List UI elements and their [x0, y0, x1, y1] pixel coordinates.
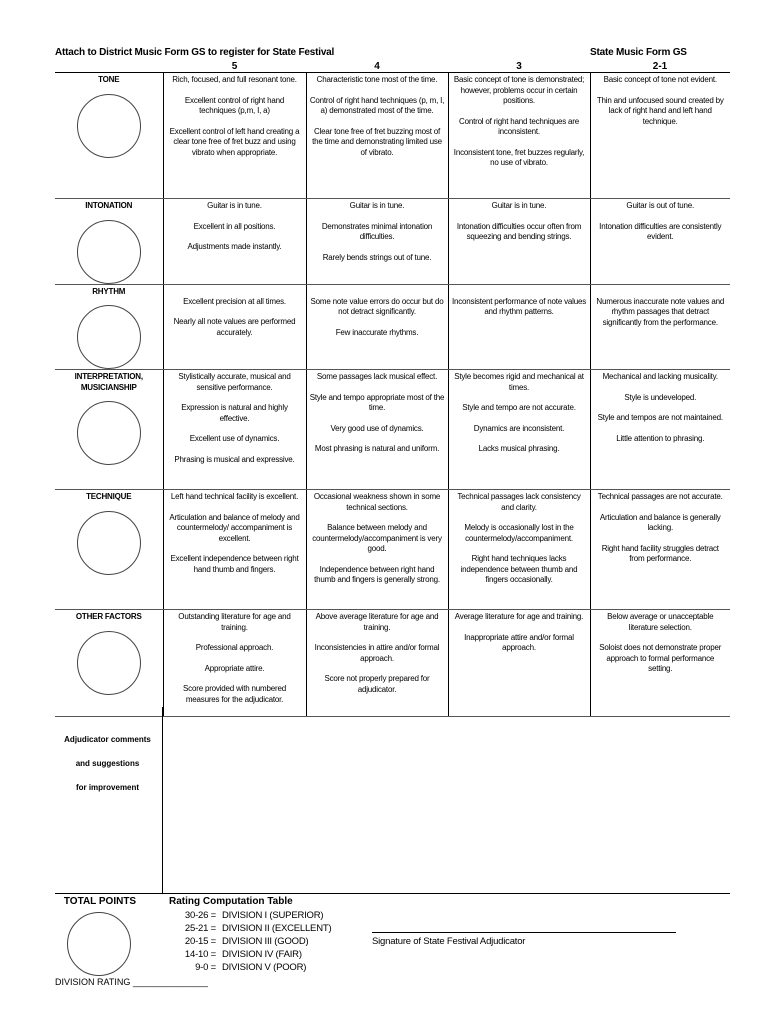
criterion: Inconsistent tone, fret buzzes regularly, no use of vibrato. [453, 147, 585, 167]
criterion: Score not properly prepared for adjudicator. [324, 674, 430, 694]
criterion: Intonation difficulties occur often from squeezing and bending strings. [456, 221, 582, 241]
criterion: Below average or unacceptable literature selection. [607, 612, 714, 632]
rating-division: DIVISION V (POOR) [222, 962, 307, 973]
score-circle[interactable] [77, 305, 141, 369]
criterion: Adjustments made instantly. [187, 242, 282, 251]
category-name: INTONATION [85, 201, 133, 210]
rating-score: 14-10 = [184, 949, 216, 960]
rating-score: 9-0 = [195, 962, 216, 973]
criterion: Rarely bends strings out of tune. [322, 252, 432, 262]
category-name: RHYTHM [92, 286, 126, 296]
criterion: Most phrasing is natural and uniform. [314, 444, 440, 453]
score-header-row [55, 60, 730, 73]
rating-division: DIVISION III (GOOD) [222, 936, 309, 947]
criterion: Excellent use of dynamics. [189, 434, 280, 443]
category-name: TECHNIQUE [86, 492, 132, 501]
criterion: Control of right hand techniques are inconsistent. [459, 116, 579, 136]
criterion: Appropriate attire. [204, 663, 265, 673]
criterion: Control of right hand techniques (p, m, I, a) demonstrated most of the time. [309, 95, 445, 115]
criteria-cell [163, 284, 306, 370]
score-circle[interactable] [77, 511, 141, 575]
rubric-row-tone [55, 73, 730, 199]
criterion: Guitar is out of tune. [626, 201, 695, 210]
criteria-cell [306, 370, 448, 490]
column-header-2-1: 2-1 [590, 60, 730, 73]
criterion: Thin and unfocused sound created by lack of right hand and left hand technique. [596, 95, 724, 126]
criteria-cell [306, 490, 448, 610]
criterion: Little attention to phrasing. [616, 433, 705, 443]
criteria-cell [590, 490, 730, 610]
criterion: Professional approach. [195, 643, 274, 652]
category-cell [55, 73, 163, 199]
rating-division: DIVISION II (EXCELLENT) [222, 923, 332, 934]
criterion: Rich, focused, and full resonant tone. [172, 75, 297, 84]
criterion: Outstanding literature for age and training. [178, 612, 291, 632]
rating-score: 25-21 = [184, 923, 216, 934]
score-circle[interactable] [77, 401, 141, 465]
criterion: Style and tempo appropriate most of the time. [309, 392, 445, 412]
criterion: Intonation difficulties are consistently evident. [599, 221, 722, 241]
criterion: Score provided with numbered measures for the adjudicator. [183, 684, 286, 704]
criterion: Left hand technical facility is excellent. [170, 492, 299, 501]
criteria-cell [306, 610, 448, 717]
criterion: Right hand facility struggles detract from performance. [601, 543, 719, 563]
column-header-5: 5 [163, 60, 306, 73]
category-name-line-2: MUSICIANSHIP [80, 382, 137, 392]
signature-line[interactable] [372, 932, 676, 933]
criteria-cell [590, 199, 730, 285]
criteria-cell [306, 73, 448, 199]
criterion: Numerous inaccurate note values and rhythm passages that detract significantly from the performance. [596, 296, 725, 327]
rubric-row-technique [55, 490, 730, 610]
category-cell [55, 370, 163, 490]
score-circle[interactable] [77, 631, 141, 695]
criterion: Style is undeveloped. [624, 392, 697, 402]
rubric-row-intonation [55, 199, 730, 285]
criterion: Melody is occasionally lost in the countermelody/accompaniment. [464, 523, 574, 543]
criterion: Basic concept of tone is demonstrated; however, problems occur in certain positions. [453, 75, 585, 105]
criterion: Style becomes rigid and mechanical at times. [454, 372, 584, 392]
criterion: Excellent precision at all times. [183, 296, 286, 306]
category-name: TONE [98, 75, 120, 84]
criterion: Inappropriate attire and/or formal approach. [464, 632, 574, 652]
criteria-cell [163, 490, 306, 610]
criterion: Guitar is in tune. [349, 201, 405, 210]
criterion: Excellent independence between right hand thumb and fingers. [170, 554, 299, 574]
criterion: Soloist does not demonstrate proper approach to formal performance setting. [599, 643, 722, 673]
criteria-cell [590, 370, 730, 490]
criteria-cell [448, 610, 590, 717]
rubric-table [55, 60, 730, 717]
criteria-cell [590, 610, 730, 717]
signature-label: Signature of State Festival Adjudicator [372, 936, 526, 947]
criterion: Demonstrates minimal intonation difficulties. [321, 221, 433, 241]
comments-label-line-1: Adjudicator comments [64, 735, 151, 744]
form-instruction: Attach to District Music Form GS to register for State Festival [55, 47, 335, 58]
total-points-label: TOTAL POINTS [63, 896, 137, 907]
criterion: Some passages lack musical effect. [316, 372, 438, 381]
criterion: Occasional weakness shown in some technical sections. [313, 492, 441, 512]
rubric-row-other-factors [55, 610, 730, 717]
criteria-cell [163, 199, 306, 285]
criterion: Mechanical and lacking musicality. [602, 372, 718, 381]
criteria-cell [163, 370, 306, 490]
comments-divider [162, 707, 163, 893]
rating-score: 30-26 = [184, 910, 216, 921]
criterion: Articulation and balance is generally lacking. [599, 512, 721, 532]
criterion: Excellent control of right hand techniques (p,m, I, a) [184, 95, 285, 115]
criterion: Dynamics are inconsistent. [473, 423, 565, 433]
criteria-cell [448, 199, 590, 285]
criterion: Excellent control of left hand creating a clear tone free of fret buzz and using vibrato when appropriate. [169, 126, 300, 157]
criterion: Above average literature for age and training. [315, 612, 439, 632]
criteria-cell [448, 73, 590, 199]
column-header-3: 3 [448, 60, 590, 73]
category-cell [55, 284, 163, 370]
total-points-circle[interactable] [67, 912, 131, 976]
criteria-cell [590, 284, 730, 370]
criterion: Technical passages lack consistency and clarity. [457, 492, 581, 512]
criterion: Stylistically accurate, musical and sensitive performance. [178, 372, 291, 392]
category-cell [55, 199, 163, 285]
rating-score: 20-15 = [184, 936, 216, 947]
criterion: Excellent in all positions. [193, 221, 276, 231]
criterion: Inconsistent performance of note values and rhythm patterns. [451, 296, 587, 316]
score-circle[interactable] [77, 220, 141, 284]
category-name: OTHER FACTORS [75, 612, 142, 621]
column-header-category [55, 60, 163, 73]
criteria-cell [448, 490, 590, 610]
division-rating-field[interactable]: DIVISION RATING _______________ [55, 977, 208, 987]
comments-label-line-2: and suggestions [75, 759, 140, 768]
rubric-row-rhythm [55, 284, 730, 370]
criteria-cell [163, 610, 306, 717]
column-header-4: 4 [306, 60, 448, 73]
category-cell [55, 490, 163, 610]
criterion: Very good use of dynamics. [330, 423, 424, 433]
criterion: Basic concept of tone not evident. [603, 75, 717, 84]
criteria-cell [306, 284, 448, 370]
rating-table-title: Rating Computation Table [169, 896, 293, 907]
comments-label-line-3: for improvement [75, 783, 140, 792]
category-cell [55, 610, 163, 717]
criteria-cell [448, 284, 590, 370]
criterion: Guitar is in tune. [207, 201, 262, 210]
criterion: Some note value errors do occur but do not detract significantly. [310, 296, 444, 316]
criterion: Few inaccurate rhythms. [335, 327, 419, 337]
rating-division: DIVISION IV (FAIR) [222, 949, 302, 960]
rubric-row-interpretation [55, 370, 730, 490]
criterion: Phrasing is musical and expressive. [174, 454, 295, 464]
criterion: Clear tone free of fret buzzing most of the time and demonstrating limited use of vibrato. [312, 126, 442, 157]
criterion: Right hand techniques lacks independence between thumb and fingers occasionally. [460, 554, 578, 584]
criteria-cell [163, 73, 306, 199]
criterion: Inconsistencies in attire and/or formal approach. [314, 643, 440, 663]
criterion: Lacks musical phrasing. [478, 444, 560, 453]
criterion: Style and tempos are not maintained. [597, 413, 723, 422]
criteria-cell [448, 370, 590, 490]
criterion: Balance between melody and countermelody/accompaniment is very good. [312, 523, 442, 553]
score-circle[interactable] [77, 94, 141, 158]
criterion: Nearly all note values are performed accurately. [173, 317, 296, 337]
form-title: State Music Form GS [590, 47, 687, 58]
criterion: Average literature for age and training. [454, 612, 584, 621]
criterion: Style and tempo are not accurate. [462, 403, 576, 412]
criterion: Independence between right hand thumb and fingers is generally strong. [314, 564, 440, 584]
criterion: Technical passages are not accurate. [597, 492, 723, 501]
criterion: Expression is natural and highly effective. [181, 403, 288, 423]
criteria-cell [306, 199, 448, 285]
criterion: Articulation and balance of melody and countermelody/ accompaniment is excellent. [169, 512, 300, 543]
criterion: Guitar is in tune. [491, 201, 547, 210]
criterion: Characteristic tone most of the time. [316, 75, 438, 84]
criteria-cell [590, 73, 730, 199]
rating-division: DIVISION I (SUPERIOR) [222, 910, 324, 921]
category-name-line-1: INTERPRETATION, [74, 372, 143, 381]
